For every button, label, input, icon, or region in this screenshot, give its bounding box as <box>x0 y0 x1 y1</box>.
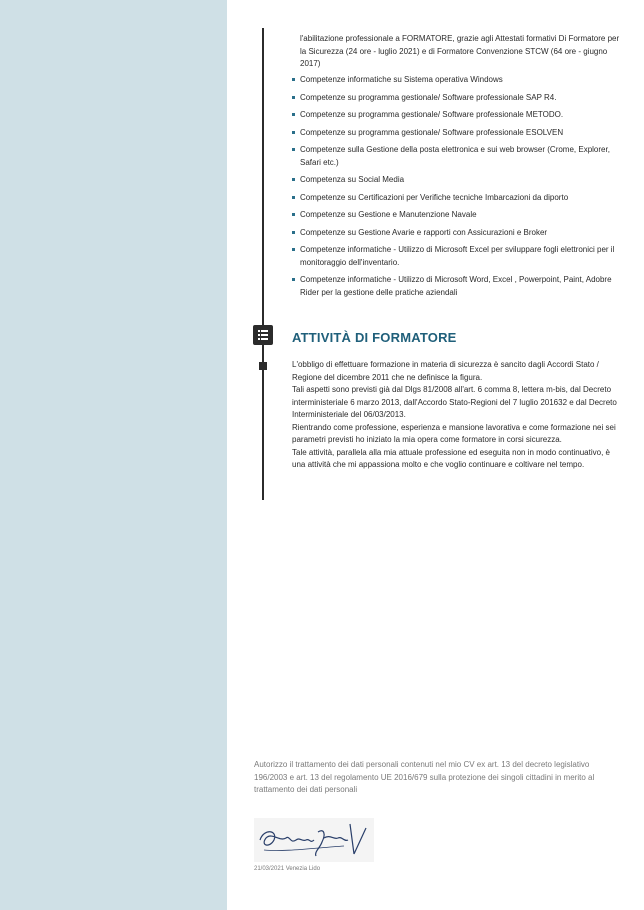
bullet-icon <box>292 278 295 281</box>
timeline-marker <box>259 362 267 370</box>
signature-image <box>254 818 374 862</box>
list-item <box>292 174 622 187</box>
timeline-line <box>262 28 264 500</box>
list-item <box>292 192 622 205</box>
list-item <box>292 74 622 87</box>
bullet-icon <box>292 196 295 199</box>
side-panel <box>0 0 227 910</box>
list-item <box>292 244 622 269</box>
skill-text: Competenze su Gestione Avarie e rapporti con Assicurazioni e Broker <box>300 227 548 237</box>
skill-text: Competenze su programma gestionale/ Software professionale SAP R4. <box>300 92 557 102</box>
bullet-icon <box>292 248 295 251</box>
list-item <box>292 274 622 299</box>
bullet-icon <box>292 148 295 151</box>
skill-text: Competenze informatiche su Sistema operativa Windows <box>300 75 503 84</box>
list-icon <box>253 325 273 345</box>
paragraph: L'obbligo di effettuare formazione in materia di sicurezza è sancito dagli Accordi Stato / Regione del dicembre 2011 che ne definisce la figura. <box>292 360 599 382</box>
skill-text: Competenze informatiche - Utilizzo di Microsoft Word, Excel , Powerpoint, Paint, Adobre Rider per la gestione delle pratiche aziendali <box>300 275 612 297</box>
intro-text: l'abilitazione professionale a FORMATORE, grazie agli Attestati formativi Di Formatore per la Sicurezza (24 ore - luglio 2021) e di Formatore Convenzione STCW (64 ore - giugno 2017) <box>300 34 620 68</box>
bullet-icon <box>292 213 295 216</box>
paragraph: Tali aspetti sono previsti già dal Dlgs 81/2008 all'art. 6 comma 8, lettera m-bis, dal Decreto interministeriale 6 marzo 2013, dall'Accordo Stato-Regioni del 7 luglio 201632 e dal Decreto Interministeriale del 06/03/2013. <box>292 385 617 419</box>
list-item <box>292 109 622 122</box>
skill-text: Competenze su programma gestionale/ Software professionale ESOLVEN <box>300 127 564 137</box>
privacy-consent-text: Autorizzo il trattamento dei dati personali contenuti nel mio CV ex art. 13 del decreto legislativo 196/2003 e art. 13 del regolamento UE 2016/679 sulla protezione dei singoli cittadini in merito al trattamento dei dati personali <box>254 760 595 794</box>
skills-list <box>292 74 622 304</box>
bullet-icon <box>292 231 295 234</box>
skill-text: Competenze informatiche - Utilizzo di Microsoft Excel per sviluppare fogli elettronici per il monitoraggio dell'inventario. <box>300 245 615 267</box>
bullet-icon <box>292 78 295 81</box>
list-item <box>292 209 622 222</box>
signature-date: 21/03/2021 Venezia Lido <box>254 866 321 872</box>
list-item <box>292 227 622 240</box>
skill-text: Competenze sulla Gestione della posta elettronica e sui web browser (Crome, Explorer, Safari etc.) <box>300 145 610 167</box>
section-title: ATTIVITÀ DI FORMATORE <box>292 330 457 345</box>
list-item <box>292 127 622 140</box>
bullet-icon <box>292 178 295 181</box>
bullet-icon <box>292 96 295 99</box>
skill-text: Competenza su Social Media <box>300 175 405 184</box>
list-item <box>292 144 622 169</box>
paragraph: Tale attività, parallela alla mia attuale professione ed eseguita non in modo continuativo, è una attività che mi appassiona molto e che voglio continuare e coltivare nel tempo. <box>292 447 610 469</box>
skill-text: Competenze su programma gestionale/ Software professionale METODO. <box>300 110 564 119</box>
list-item <box>292 92 622 105</box>
skill-text: Competenze su Gestione e Manutenzione Navale <box>300 210 477 219</box>
skill-text: Competenze su Certificazioni per Verifiche tecniche Imbarcazioni da diporto <box>300 192 569 202</box>
bullet-icon <box>292 113 295 116</box>
paragraph: Rientrando come professione, esperienza e mansione lavorativa e come formazione nei sei parametri previsti ho iniziato la mia opera come formatore in corsi sicurezza. <box>292 422 616 444</box>
bullet-icon <box>292 131 295 134</box>
section-body <box>292 359 622 472</box>
